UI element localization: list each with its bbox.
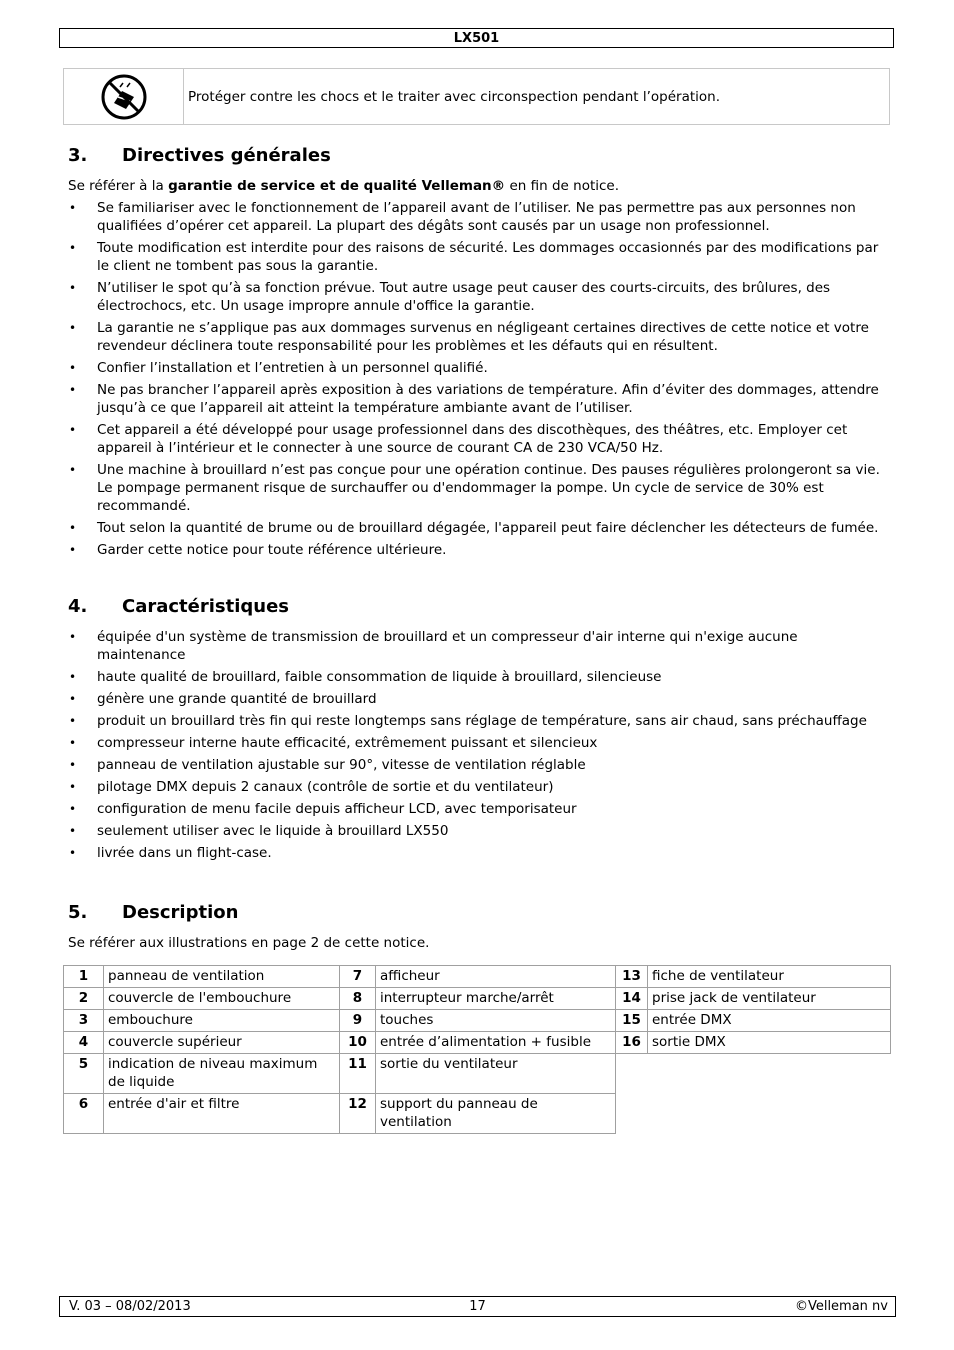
part-label: indication de niveau maximum de liquide <box>104 1054 340 1094</box>
list-item: • équipée d'un système de transmission de brouillard et un compresseur d'air interne qui n'exige aucune maintenance <box>69 629 798 663</box>
list-item: • La garantie ne s’applique pas aux dommages survenus en négligeant certaines directives de cette notice et votre revendeur déclinera toute responsabilité pour les problèmes et les défauts qui en résultent. <box>69 320 869 354</box>
copyright: ©Velleman nv <box>794 1299 888 1314</box>
part-label: embouchure <box>104 1010 340 1032</box>
section-3-heading <box>68 145 331 167</box>
list-item: • compresseur interne haute efficacité, extrêmement puissant et silencieux <box>69 735 598 751</box>
table-row <box>64 1010 891 1032</box>
no-shock-icon <box>100 73 148 121</box>
list-item: • génère une grande quantité de brouillard <box>69 691 377 707</box>
section-3-list <box>68 199 890 563</box>
part-label: entrée d’alimentation + fusible <box>376 1032 616 1054</box>
list-item: • livrée dans un flight-case. <box>69 845 272 861</box>
list-item: • haute qualité de brouillard, faible consommation de liquide à brouillard, silencieuse <box>69 669 662 685</box>
list-item: • produit un brouillard très fin qui reste longtemps sans réglage de température, sans air chaud, sans préchauffage <box>69 713 867 729</box>
part-label: prise jack de ventilateur <box>648 988 891 1010</box>
list-item: • Garder cette notice pour toute référence ultérieure. <box>69 542 447 558</box>
warranty-reference: garantie de service et de qualité Velleman® <box>168 178 506 194</box>
section-3-title: Directives générales <box>122 145 331 166</box>
page-number: 17 <box>469 1299 486 1314</box>
part-number: 12 <box>340 1094 376 1134</box>
part-label: entrée d'air et filtre <box>104 1094 340 1134</box>
part-label: couvercle supérieur <box>104 1032 340 1054</box>
list-item: • Toute modification est interdite pour des raisons de sécurité. Les dommages occasionnés par des modifications par le client ne tombent pas sous la garantie. <box>69 240 879 274</box>
model-name: LX501 <box>453 31 500 46</box>
list-item: • Ne pas brancher l’appareil après exposition à des variations de température. Afin d’éviter des dommages, attendre jusqu’à ce que l’appareil ait atteint la température ambiante avant de l’utiliser. <box>69 382 879 416</box>
page-header <box>59 28 894 48</box>
part-number: 15 <box>616 1010 648 1032</box>
section-5-number: 5. <box>68 902 88 923</box>
part-label: panneau de ventilation <box>104 966 340 988</box>
part-number: 13 <box>616 966 648 988</box>
part-label: interrupteur marche/arrêt <box>376 988 616 1010</box>
part-number: 16 <box>616 1032 648 1054</box>
part-label: support du panneau de ventilation <box>376 1094 616 1134</box>
section-4-title: Caractéristiques <box>122 596 290 617</box>
part-label: sortie du ventilateur <box>376 1054 616 1094</box>
table-row <box>64 988 891 1010</box>
part-number: 9 <box>340 1010 376 1032</box>
warning-text: Protéger contre les chocs et le traiter avec circonspection pendant l’opération. <box>188 88 721 105</box>
section-4-list <box>68 628 890 866</box>
part-number: 6 <box>64 1094 104 1134</box>
section-5-title: Description <box>122 902 239 923</box>
part-number: 4 <box>64 1032 104 1054</box>
section-3-number: 3. <box>68 145 88 166</box>
part-label: afficheur <box>376 966 616 988</box>
part-number: 2 <box>64 988 104 1010</box>
list-item: • Confier l’installation et l’entretien à un personnel qualifié. <box>69 360 488 376</box>
list-item: • Une machine à brouillard n’est pas conçue pour une opération continue. Des pauses régulières prolongeront sa vie. Le pompage permanent risque de surchauffer ou d'endommager la pompe. Un cycle de service de 30% est recommandé. <box>69 462 880 514</box>
section-3-intro: Se référer à la garantie de service et de qualité Velleman® en fin de notice. <box>68 178 620 194</box>
warning-box <box>63 68 890 125</box>
table-row <box>64 1032 891 1054</box>
part-label: couvercle de l'embouchure <box>104 988 340 1010</box>
list-item: • Cet appareil a été développé pour usage professionnel dans des discothèques, des théâtres, etc. Employer cet appareil à l’intérieur et le connecter à une source de courant CA de 230 VCA/50 Hz. <box>69 422 848 456</box>
part-number: 1 <box>64 966 104 988</box>
part-number: 3 <box>64 1010 104 1032</box>
list-item: • configuration de menu facile depuis afficheur LCD, avec temporisateur <box>69 801 577 817</box>
part-label: entrée DMX <box>648 1010 891 1032</box>
part-number: 11 <box>340 1054 376 1094</box>
section-5-intro: Se référer aux illustrations en page 2 de cette notice. <box>68 935 430 951</box>
section-5-heading <box>68 902 238 924</box>
warning-icon-cell <box>64 69 184 124</box>
list-item: • seulement utiliser avec le liquide à brouillard LX550 <box>69 823 449 839</box>
part-number: 14 <box>616 988 648 1010</box>
list-item: • pilotage DMX depuis 2 canaux (contrôle de sortie et du ventilateur) <box>69 779 554 795</box>
version-date: V. 03 – 08/02/2013 <box>69 1299 191 1314</box>
part-number: 10 <box>340 1032 376 1054</box>
part-number: 5 <box>64 1054 104 1094</box>
part-number: 7 <box>340 966 376 988</box>
parts-table <box>63 965 891 1134</box>
section-4-heading <box>68 596 289 618</box>
part-label: sortie DMX <box>648 1032 891 1054</box>
list-item: • N’utiliser le spot qu’à sa fonction prévue. Tout autre usage peut causer des courts-circuits, des brûlures, des électrochocs, etc. Un usage impropre annule d'office la garantie. <box>69 280 831 314</box>
table-row <box>64 966 891 988</box>
list-item: • Se familiariser avec le fonctionnement de l’appareil avant de l’utiliser. Ne pas permettre pas aux personnes non qualifiées d’opérer cet appareil. La plupart des dégâts sont causés par un usage non professionnel. <box>69 200 856 234</box>
section-4-number: 4. <box>68 596 88 617</box>
list-item: • Tout selon la quantité de brume ou de brouillard dégagée, l'appareil peut faire déclencher les détecteurs de fumée. <box>69 520 879 536</box>
list-item: • panneau de ventilation ajustable sur 90°, vitesse de ventilation réglable <box>69 757 586 773</box>
part-number: 8 <box>340 988 376 1010</box>
table-row <box>64 1094 891 1134</box>
page-footer <box>59 1296 896 1317</box>
table-row <box>64 1054 891 1094</box>
part-label: fiche de ventilateur <box>648 966 891 988</box>
part-label: touches <box>376 1010 616 1032</box>
